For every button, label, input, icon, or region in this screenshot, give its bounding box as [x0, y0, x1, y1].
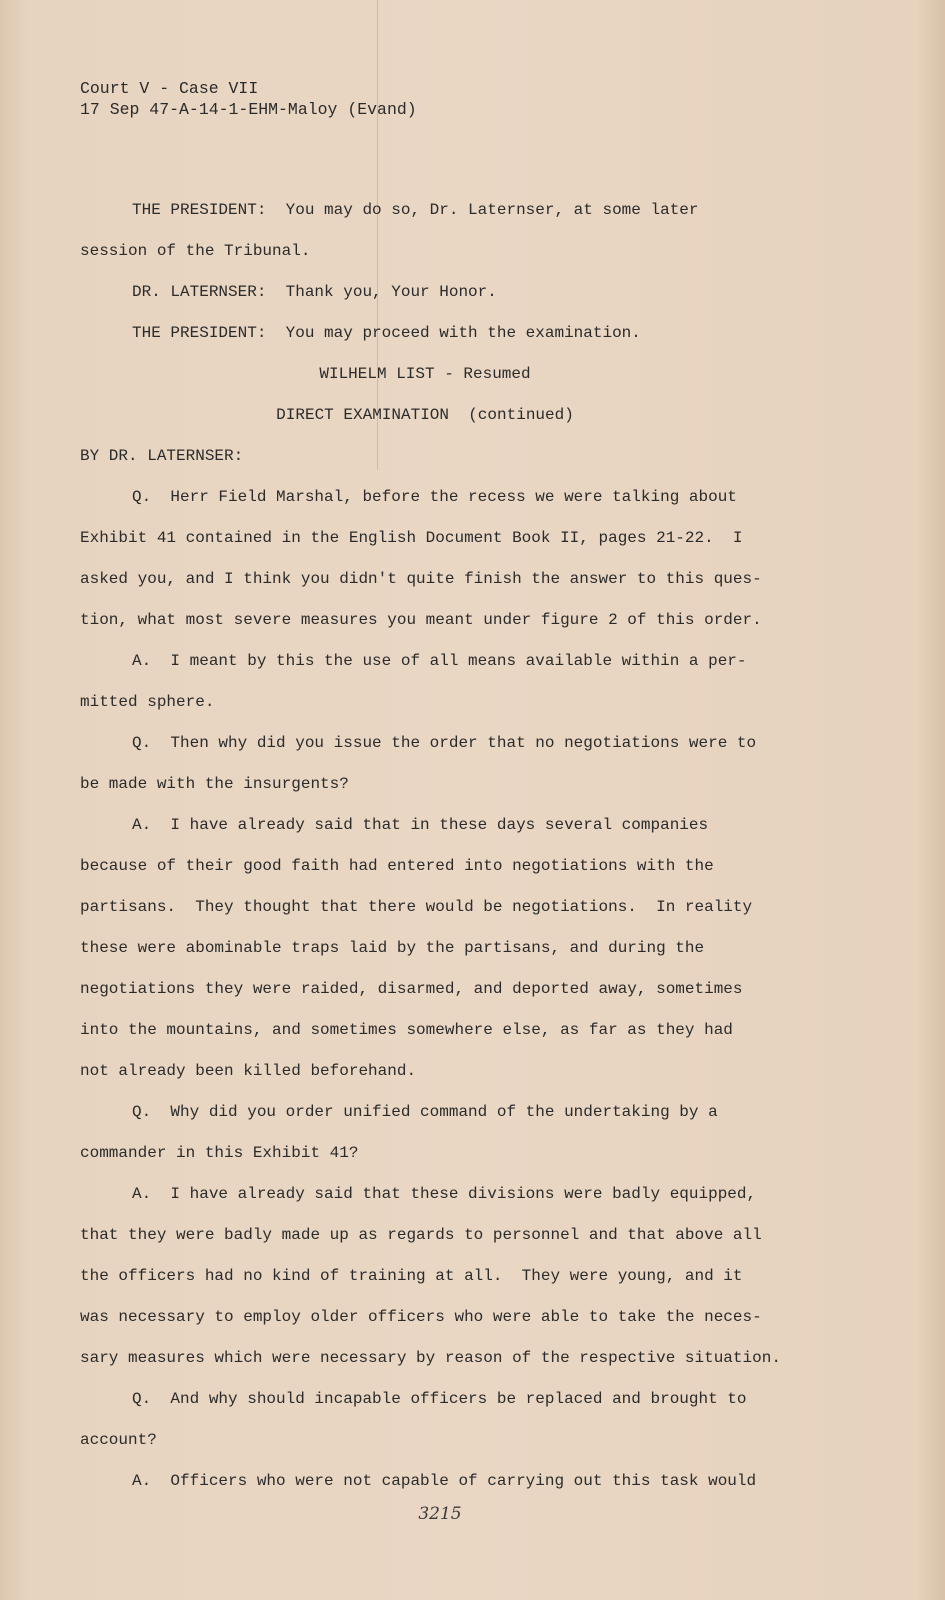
transcript-line: Q. Herr Field Marshal, before the recess we were talking about: [132, 488, 737, 506]
transcript-line: these were abominable traps laid by the partisans, and during the: [80, 939, 705, 957]
transcript-line: be made with the insurgents?: [80, 775, 349, 793]
transcript-line: not already been killed beforehand.: [80, 1062, 417, 1080]
transcript-line: was necessary to employ older officers who were able to take the neces-: [80, 1308, 762, 1326]
transcript-line: mitted sphere.: [80, 693, 215, 711]
page-number: 3215: [418, 1504, 462, 1524]
transcript-line: Q. Why did you order unified command of the undertaking by a: [132, 1103, 718, 1121]
transcript-line: sary measures which were necessary by reason of the respective situation.: [80, 1349, 781, 1367]
transcript-line: asked you, and I think you didn't quite finish the answer to this ques-: [80, 570, 762, 588]
transcript-line: A. Officers who were not capable of carrying out this task would: [132, 1472, 757, 1490]
transcript-line: the officers had no kind of training at all. They were young, and it: [80, 1267, 743, 1285]
header-transcript-id: 17 Sep 47-A-14-1-EHM-Maloy (Evand): [80, 100, 417, 119]
transcript-line: A. I meant by this the use of all means available within a per-: [132, 652, 747, 670]
transcript-line: A. I have already said that in these days several companies: [132, 816, 709, 834]
transcript-line: A. I have already said that these divisions were badly equipped,: [132, 1185, 757, 1203]
transcript-line: negotiations they were raided, disarmed, and deported away, sometimes: [80, 980, 743, 998]
transcript-line: because of their good faith had entered into negotiations with the: [80, 857, 714, 875]
transcript-line: Exhibit 41 contained in the English Document Book II, pages 21-22. I: [80, 529, 743, 547]
examination-heading: DIRECT EXAMINATION (continued): [276, 406, 574, 424]
transcript-line: DR. LATERNSER: Thank you, Your Honor.: [132, 283, 497, 301]
transcript-line: THE PRESIDENT: You may do so, Dr. Laternser, at some later: [132, 201, 699, 219]
witness-heading: WILHELM LIST - Resumed: [319, 365, 531, 383]
document-header: [80, 78, 417, 120]
transcript-line: THE PRESIDENT: You may proceed with the examination.: [132, 324, 641, 342]
transcript-body: [80, 200, 840, 1512]
transcript-line: Q. Then why did you issue the order that no negotiations were to: [132, 734, 757, 752]
examiner-label: BY DR. LATERNSER:: [80, 447, 244, 465]
transcript-line: that they were badly made up as regards to personnel and that above all: [80, 1226, 762, 1244]
transcript-line: into the mountains, and sometimes somewhere else, as far as they had: [80, 1021, 733, 1039]
transcript-line: partisans. They thought that there would be negotiations. In reality: [80, 898, 753, 916]
header-court-case: Court V - Case VII: [80, 79, 259, 98]
transcript-line: commander in this Exhibit 41?: [80, 1144, 359, 1162]
transcript-line: account?: [80, 1431, 157, 1449]
transcript-line: tion, what most severe measures you meant under figure 2 of this order.: [80, 611, 762, 629]
transcript-line: Q. And why should incapable officers be replaced and brought to: [132, 1390, 747, 1408]
transcript-line: session of the Tribunal.: [80, 242, 311, 260]
